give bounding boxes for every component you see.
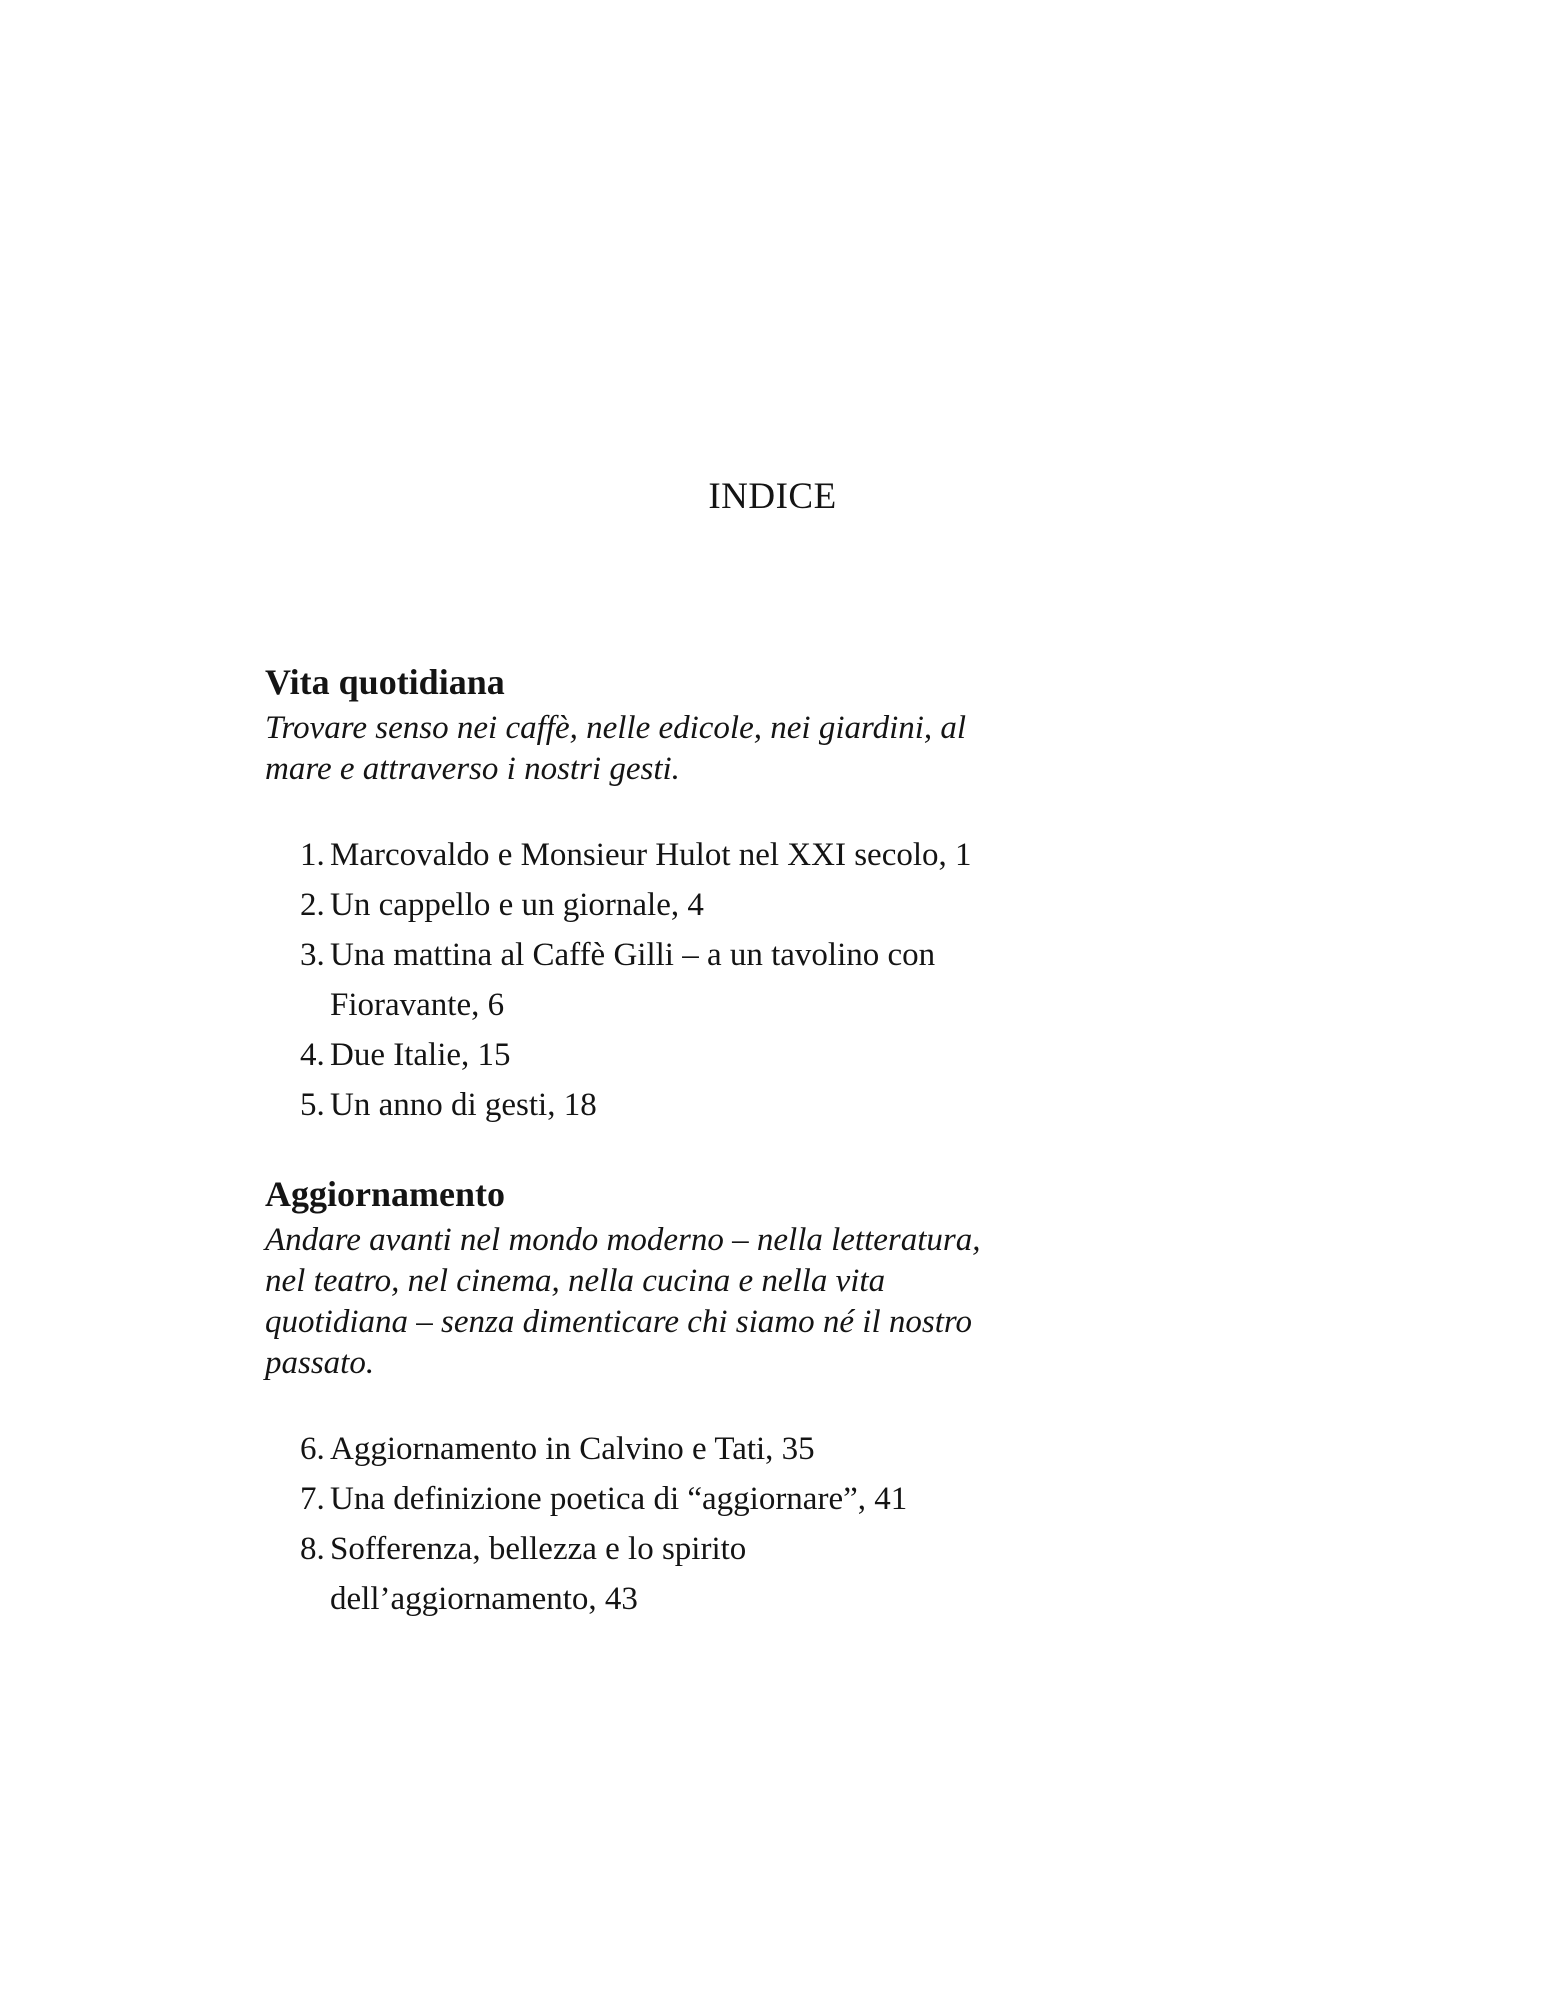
toc-list — [265, 1424, 1013, 1624]
page-title: INDICE — [708, 476, 837, 517]
section-aggiornamento — [265, 1173, 1013, 1624]
section-heading: Aggiornamento — [265, 1174, 505, 1215]
toc-item-number: 6. — [300, 1431, 325, 1468]
toc-item — [300, 1424, 1013, 1474]
toc-item-number: 8. — [300, 1531, 325, 1568]
toc-item-number: 5. — [300, 1087, 325, 1124]
toc-item-text: Una mattina al Caffè Gilli – a un tavolino con Fioravante, 6 — [330, 937, 936, 1024]
toc-list — [265, 830, 1013, 1130]
toc-item — [300, 1474, 1013, 1524]
toc-item-text: Una definizione poetica di “aggiornare”, 41 — [330, 1481, 908, 1518]
toc-item — [300, 930, 1013, 1030]
section-vita-quotidiana — [265, 661, 1013, 1130]
toc-content — [265, 661, 1013, 1624]
toc-item-text: Sofferenza, bellezza e lo spirito dell’aggiornamento, 43 — [330, 1531, 747, 1618]
section-heading: Vita quotidiana — [265, 662, 505, 702]
toc-item-number: 3. — [300, 937, 325, 974]
toc-item — [300, 1524, 1013, 1624]
toc-item-text: Marcovaldo e Monsieur Hulot nel XXI secolo, 1 — [330, 837, 972, 874]
toc-item-number: 4. — [300, 1037, 325, 1074]
toc-item-number: 7. — [300, 1481, 325, 1518]
toc-item-text: Due Italie, 15 — [330, 1037, 511, 1074]
section-subtitle: Trovare senso nei caffè, nelle edicole, nei giardini, al mare e attraverso i nostri gesti. — [265, 710, 967, 788]
section-subtitle: Andare avanti nel mondo moderno – nella letteratura, nel teatro, nel cinema, nella cucina e nella vita quotidiana – senza dimenticare chi siamo né il nostro passato. — [265, 1222, 981, 1382]
toc-item — [300, 1030, 1013, 1080]
toc-item-text: Aggiornamento in Calvino e Tati, 35 — [330, 1431, 815, 1468]
toc-item — [300, 1080, 1013, 1130]
toc-item-number: 1. — [300, 837, 325, 874]
toc-item-number: 2. — [300, 887, 325, 924]
toc-item — [300, 880, 1013, 930]
toc-item-text: Un anno di gesti, 18 — [330, 1087, 597, 1124]
toc-item — [300, 830, 1013, 880]
toc-item-text: Un cappello e un giornale, 4 — [330, 887, 704, 924]
